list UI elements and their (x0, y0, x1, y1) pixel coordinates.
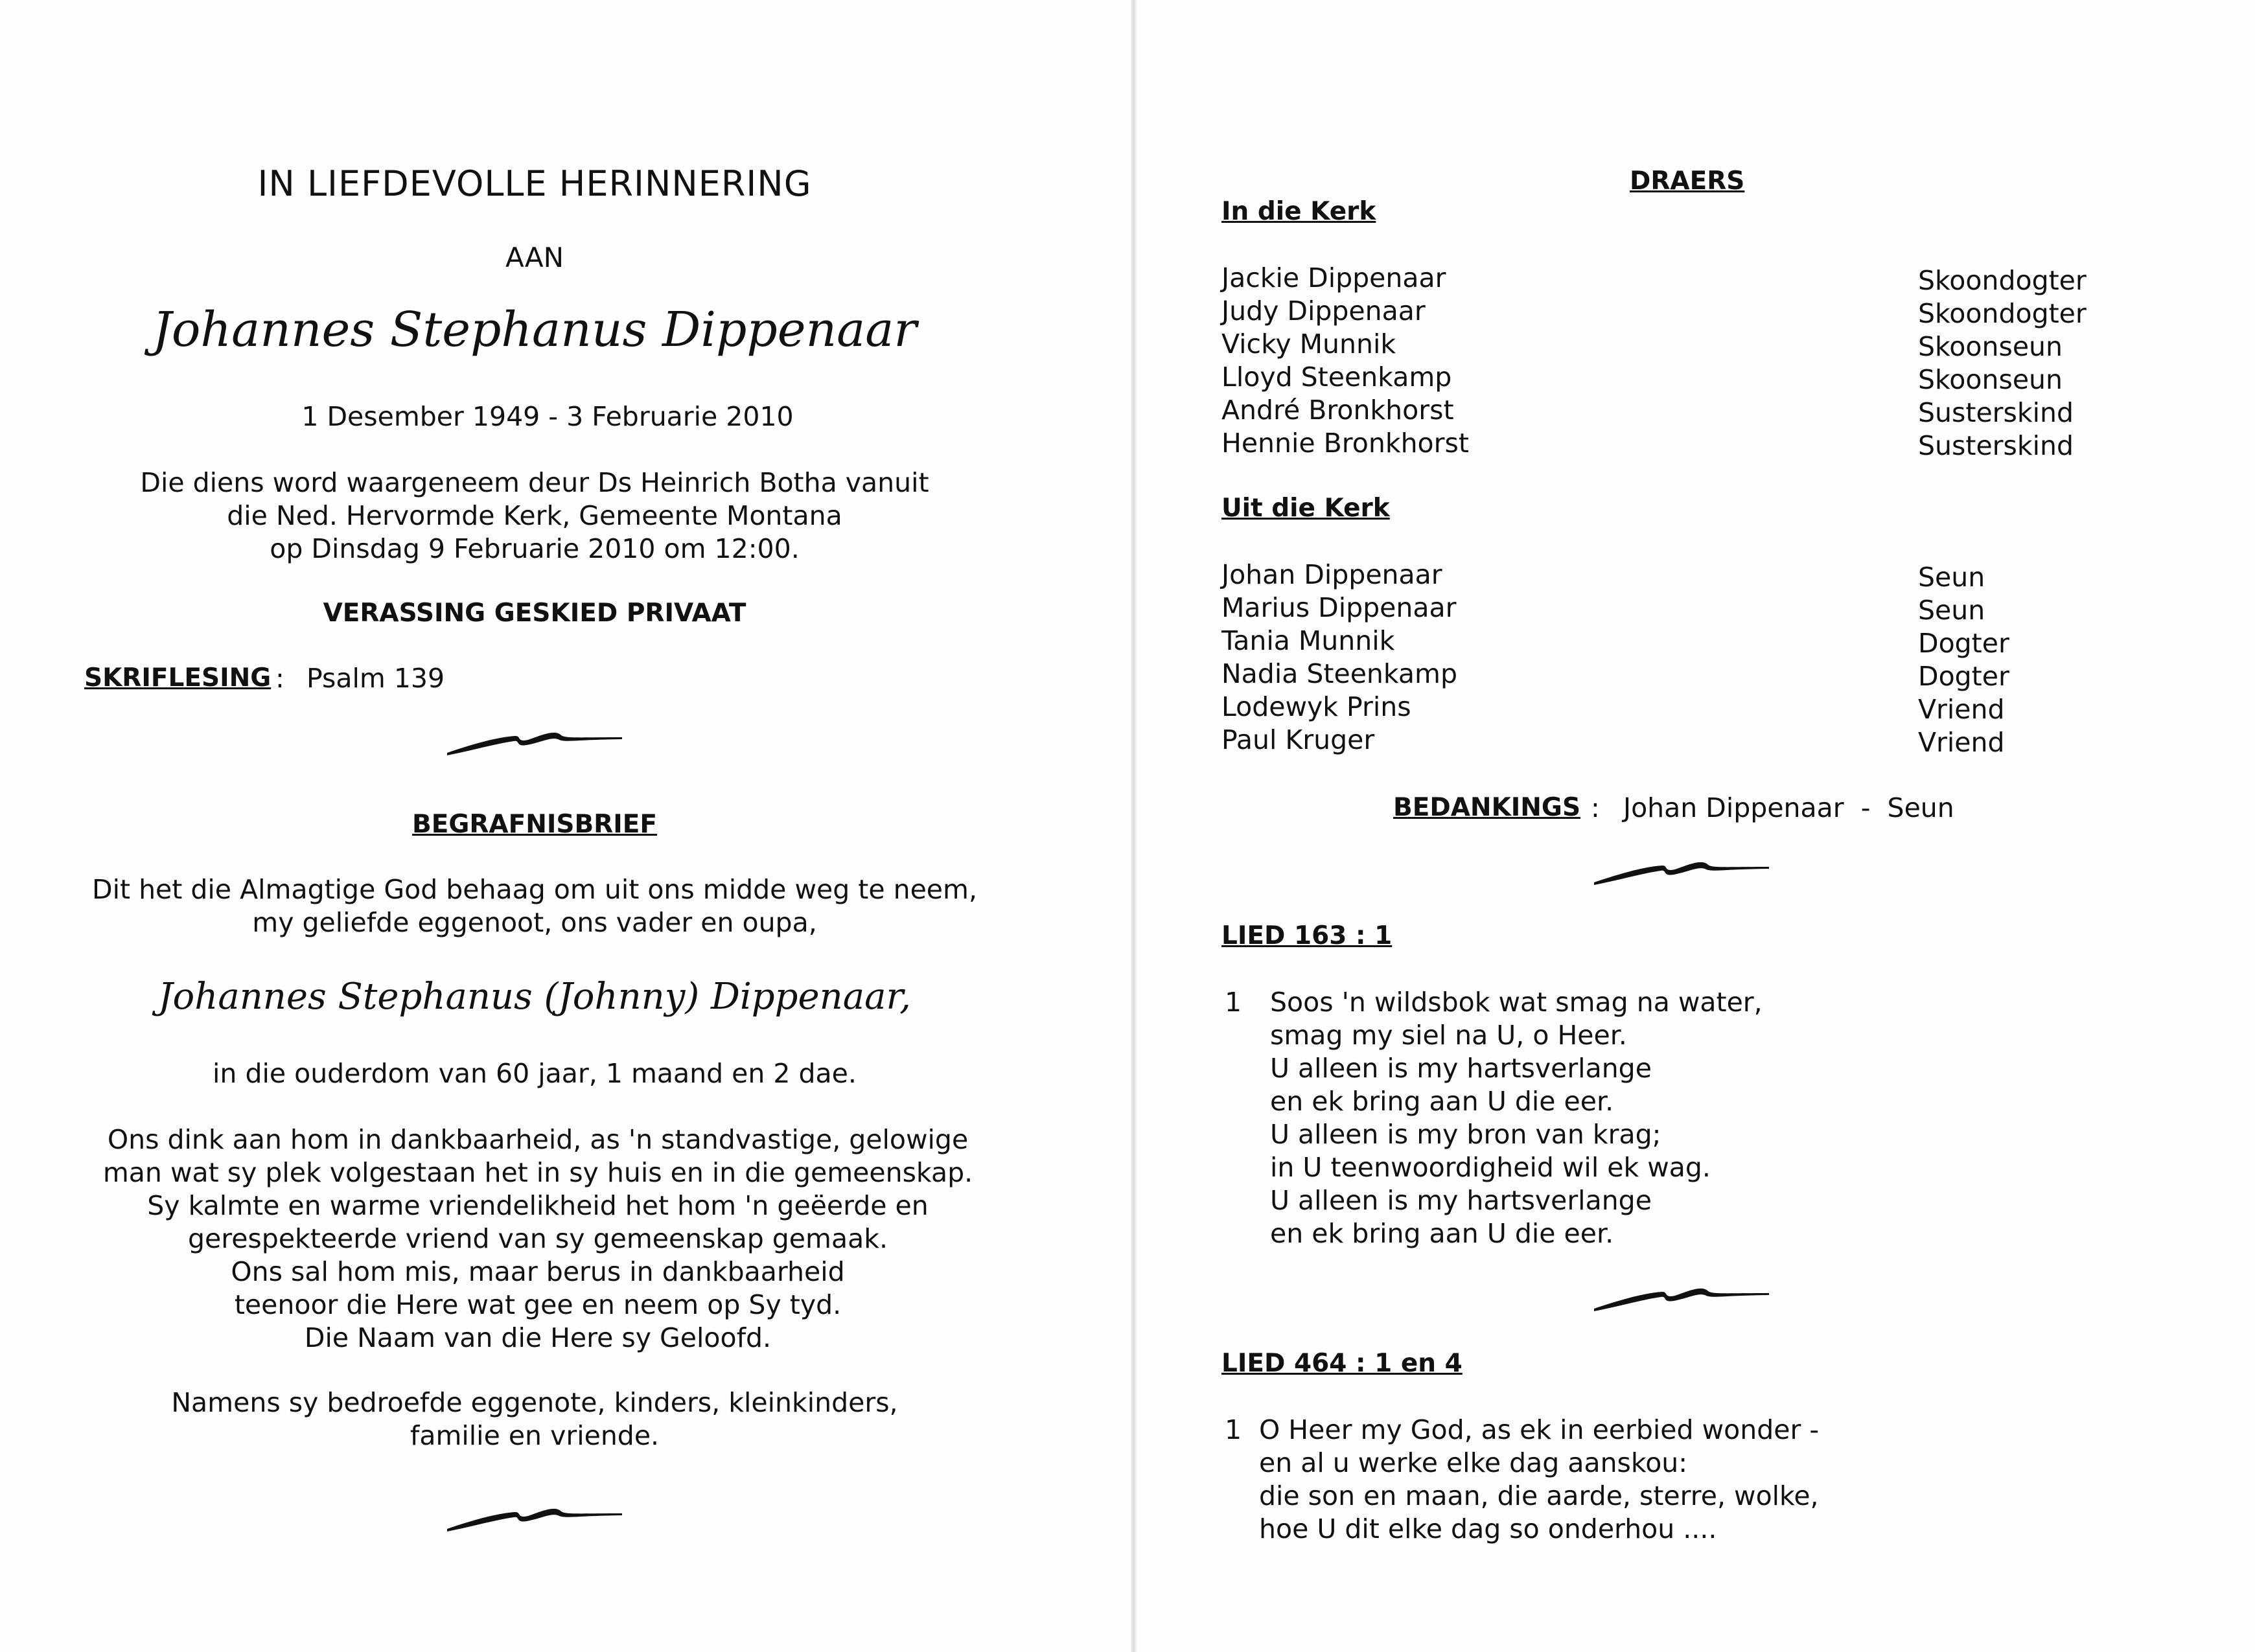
hymn1-verse-number: 1 (1225, 987, 1242, 1018)
hymn-line: O Heer my God, as ek in eerbied wonder - (1259, 1414, 1820, 1445)
hymn-line: U alleen is my hartsverlange (1270, 1053, 1652, 1084)
hymn-line: die son en maan, die aarde, sterre, wolke, (1259, 1480, 1819, 1511)
service-line: Die diens word waargeneem deur Ds Heinrich Botha vanuit (140, 467, 929, 498)
bearer-relation: Dogter (1918, 628, 2009, 659)
bearer-name: Hennie Bronkhorst (1221, 428, 1469, 459)
bearer-relation: Vriend (1918, 694, 2005, 725)
hymn2-verse-number: 1 (1225, 1414, 1242, 1445)
hymn-line: Soos 'n wildsbok wat smag na water, (1270, 987, 1763, 1018)
tribute-line: Ons dink aan hom in dankbaarheid, as 'n standvastige, gelowige (107, 1124, 969, 1155)
bearer-relation: Seun (1918, 562, 1985, 593)
hymn-line: in U teenwoordigheid wil ek wag. (1270, 1152, 1711, 1183)
bearer-name: Lloyd Steenkamp (1221, 361, 1452, 393)
tribute-line: Die Naam van die Here sy Geloofd. (304, 1322, 772, 1353)
hymn-line: U alleen is my hartsverlange (1270, 1185, 1652, 1216)
bearer-relation: Skoonseun (1918, 331, 2063, 362)
service-line: op Dinsdag 9 Februarie 2010 om 12:00. (270, 533, 800, 564)
bearer-relation: Susterskind (1918, 397, 2074, 428)
bearer-relation: Susterskind (1918, 430, 2074, 461)
bearer-relation: Vriend (1918, 727, 2005, 758)
letter-name: Johannes Stephanus (Johnny) Dippenaar, (158, 976, 911, 1018)
pallbearers-heading: DRAERS (1630, 166, 1745, 196)
hymn-line: hoe U dit elke dag so onderhou .... (1259, 1513, 1717, 1544)
closing-line: familie en vriende. (410, 1420, 660, 1451)
reading-value: Psalm 139 (306, 663, 445, 694)
bearer-relation: Skoonseun (1918, 364, 2063, 395)
bearer-relation: Skoondogter (1918, 298, 2087, 329)
flourish-divider-icon (1591, 1281, 1772, 1314)
hymn-line: smag my siel na U, o Heer. (1270, 1020, 1627, 1051)
hymn1-verse (1270, 986, 1763, 1250)
bearer-name: Vicky Munnik (1221, 328, 1396, 360)
service-line: die Ned. Hervormde Kerk, Gemeente Montana (227, 500, 842, 531)
closing-text (0, 1386, 1069, 1452)
flourish-divider-icon (444, 726, 625, 758)
hymn1-label: LIED 163 : 1 (1221, 921, 1393, 950)
hymn-line: U alleen is my bron van krag; (1270, 1119, 1661, 1150)
bearer-relation: Dogter (1918, 661, 2009, 692)
thanks-value: Johan Dippenaar - Seun (1623, 792, 1954, 823)
bearer-relation: Skoondogter (1918, 265, 2087, 296)
tribute-line: Ons sal hom mis, maar berus in dankbaarheid (231, 1256, 845, 1287)
bearer-name: Paul Kruger (1221, 724, 1375, 755)
thanks-label: BEDANKINGS (1393, 793, 1581, 822)
letter-intro (0, 873, 1069, 939)
out-church-label: Uit die Kerk (1221, 494, 1390, 523)
tribute-line: gerespekteerde vriend van sy gemeenskap gemaak. (188, 1223, 888, 1254)
bearer-name: Nadia Steenkamp (1221, 658, 1458, 689)
bearer-name: Marius Dippenaar (1221, 592, 1457, 623)
flourish-divider-icon (1591, 855, 1772, 888)
life-dates: 1 Desember 1949 - 3 Februarie 2010 (301, 401, 794, 432)
closing-line: Namens sy bedroefde eggenote, kinders, kleinkinders, (171, 1387, 898, 1418)
bearer-name: Judy Dippenaar (1221, 295, 1426, 327)
memorial-heading: IN LIEFDEVOLLE HERINNERING (257, 163, 812, 204)
in-church-label: In die Kerk (1221, 197, 1376, 226)
bearer-name: Johan Dippenaar (1221, 559, 1442, 590)
thanks-separator: : (1591, 792, 1600, 823)
deceased-name: Johannes Stephanus Dippenaar (152, 302, 917, 358)
bearer-name: André Bronkhorst (1221, 395, 1454, 426)
aan-label: AAN (505, 242, 564, 273)
age-line: in die ouderdom van 60 jaar, 1 maand en 2 dae. (213, 1058, 857, 1089)
bearer-name: Lodewyk Prins (1221, 691, 1411, 722)
bearer-relation: Seun (1918, 595, 1985, 626)
hymn2-verse (1259, 1414, 1819, 1546)
flourish-divider-icon (444, 1502, 625, 1534)
bearer-name: Tania Munnik (1221, 625, 1395, 656)
letter-line: Dit het die Almagtige God behaag om uit ons midde weg te neem, (92, 874, 977, 905)
hymn-line: en ek bring aan U die eer. (1270, 1218, 1614, 1249)
hymn-line: en ek bring aan U die eer. (1270, 1086, 1614, 1117)
hymn2-label: LIED 464 : 1 en 4 (1221, 1349, 1463, 1378)
service-info (0, 466, 1069, 566)
reading-label: SKRIFLESING (84, 663, 272, 693)
cremation-notice: VERASSING GESKIED PRIVAAT (323, 599, 746, 628)
right-page (1137, 0, 2255, 1652)
letter-heading: BEGRAFNISBRIEF (411, 810, 658, 839)
tribute-text (0, 1123, 1076, 1355)
reading-separator: : (275, 663, 284, 694)
tribute-line: Sy kalmte en warme vriendelikheid het hom 'n geëerde en (147, 1190, 929, 1221)
hymn-line: en al u werke elke dag aanskou: (1259, 1447, 1688, 1478)
page-fold (1131, 0, 1137, 1652)
letter-line: my geliefde eggenoot, ons vader en oupa, (252, 907, 817, 938)
bearer-name: Jackie Dippenaar (1221, 262, 1446, 293)
tribute-line: teenoor die Here wat gee en neem op Sy tyd. (234, 1289, 842, 1320)
tribute-line: man wat sy plek volgestaan het in sy huis en in die gemeenskap. (102, 1157, 973, 1188)
